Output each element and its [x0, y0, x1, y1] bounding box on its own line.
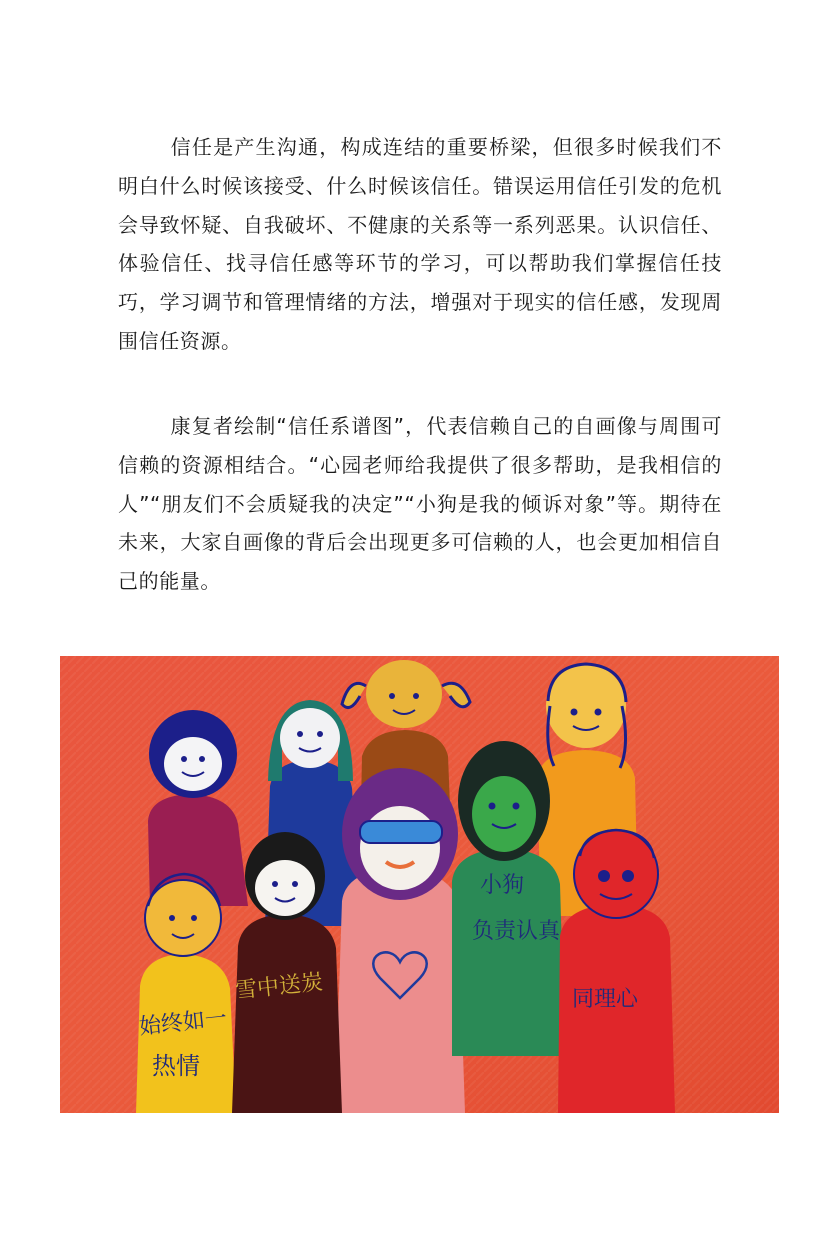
label-green-line2: 负责认真: [472, 919, 561, 944]
paragraph-2: [118, 407, 722, 601]
paragraph-2-text: 康复者绘制“信任系谱图”，代表信赖自己的自画像与周围可信赖的资源相结合。“心园老师给我提供了很多帮助，是我相信的人”“朋友们不会质疑我的决定”“小狗是我的倾诉对象”等。期待在未来，大家自画像的背后会出现更多可信赖的人，也会更加相信自己的能量。: [118, 414, 722, 594]
label-yellow-line1: 始终如一: [138, 1005, 229, 1040]
figure-red: [558, 830, 675, 1113]
label-red: 同理心: [572, 987, 639, 1012]
painting-svg: [60, 656, 779, 1113]
label-maroon: 雪中送炭: [234, 969, 325, 1004]
figure-green: [452, 741, 565, 1056]
paragraph-1: [118, 128, 722, 361]
figure-purple-hair: [335, 768, 465, 1113]
trust-genealogy-painting: [60, 656, 779, 1113]
paragraph-1-text: 信任是产生沟通，构成连结的重要桥梁，但很多时候我们不明白什么时候该接受、什么时候该信任。错误运用信任引发的危机会导致怀疑、自我破坏、不健康的关系等一系列恶果。认识信任、体验信任、找寻信任感等环节的学习，可以帮助我们掌握信任技巧，学习调节和管理情绪的方法，增强对于现实的信任感，发现周围信任资源。: [118, 135, 722, 353]
label-yellow-line2: 热情: [152, 1052, 200, 1080]
label-green-line1: 小狗: [480, 873, 525, 898]
